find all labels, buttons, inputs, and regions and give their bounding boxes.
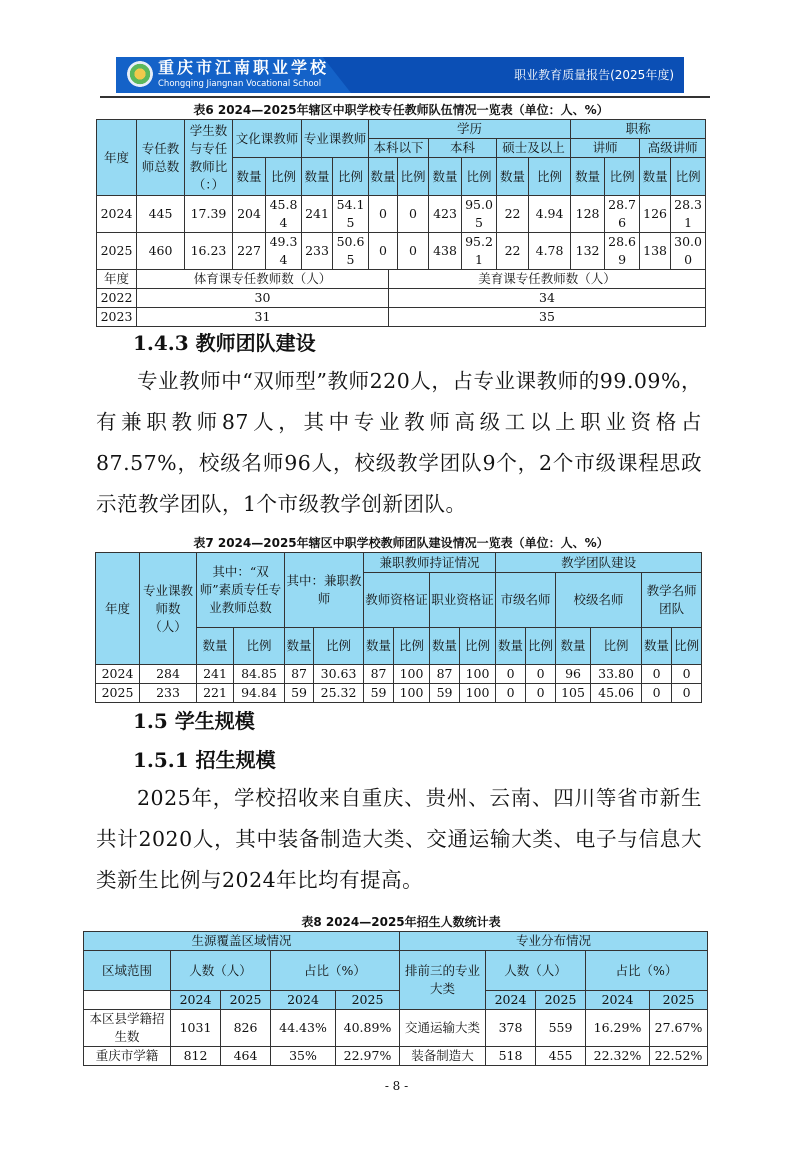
table-cell: 826 <box>221 1010 271 1047</box>
table-cell: 460 <box>137 233 185 270</box>
th-quantity: 数量 <box>429 158 462 196</box>
table-cell: 2023 <box>97 308 137 327</box>
table-cell: 438 <box>429 233 462 270</box>
table-cell: 126 <box>640 196 671 233</box>
table-cell: 100 <box>394 684 430 703</box>
table-cell: 2025 <box>97 233 137 270</box>
report-title: 职业教育质量报告(2025年度) <box>514 68 674 82</box>
th-y2025: 2025 <box>650 991 708 1010</box>
table-cell: 0 <box>496 665 526 684</box>
table-cell: 28.76 <box>605 196 640 233</box>
table-cell: 22.32% <box>586 1047 650 1066</box>
table8 <box>83 931 708 1066</box>
table-cell: 28.69 <box>605 233 640 270</box>
th-people2: 人数（人） <box>486 951 586 991</box>
table-cell: 0 <box>398 233 429 270</box>
table-cell: 22.52% <box>650 1047 708 1066</box>
th-quantity: 数量 <box>430 628 460 665</box>
th-percent: 比例 <box>526 628 556 665</box>
page-number: - 8 - <box>384 1079 409 1093</box>
table-cell: 100 <box>460 665 496 684</box>
table-cell: 423 <box>429 196 462 233</box>
table-cell: 0 <box>642 684 672 703</box>
table-row <box>84 1010 708 1047</box>
table-cell: 221 <box>197 684 234 703</box>
table-cell: 87 <box>285 665 314 684</box>
th-quantity: 数量 <box>197 628 234 665</box>
table-cell: 0 <box>526 684 556 703</box>
table-cell: 0 <box>496 684 526 703</box>
th-percent: 比例 <box>333 158 369 196</box>
table-cell: 本区县学籍招生数 <box>84 1010 171 1047</box>
header-banner <box>116 57 684 93</box>
table-cell: 128 <box>571 196 605 233</box>
table-cell: 94.84 <box>234 684 285 703</box>
th-y2024: 2024 <box>171 991 221 1010</box>
table-cell: 2025 <box>96 684 140 703</box>
th-people: 人数（人） <box>171 951 271 991</box>
table-cell: 35% <box>271 1047 336 1066</box>
table-cell: 100 <box>394 665 430 684</box>
school-logo-icon <box>127 61 153 87</box>
table-cell: 4.78 <box>529 233 571 270</box>
table-cell: 138 <box>640 233 671 270</box>
table-cell: 22 <box>497 233 529 270</box>
table-header-cell: 美育课专任教师数（人） <box>389 270 706 289</box>
table-cell: 95.05 <box>462 196 497 233</box>
table-cell: 40.89% <box>336 1010 400 1047</box>
table-row <box>97 308 706 327</box>
table-cell: 105 <box>556 684 591 703</box>
table6 <box>96 119 706 270</box>
th-below: 本科以下 <box>369 139 429 158</box>
th-region: 区域范围 <box>84 951 171 991</box>
table8-caption: 表8 2024—2025年招生人数统计表 <box>301 915 501 929</box>
section-heading-1-5: 1.5 学生规模 <box>133 709 255 733</box>
table-cell: 22.97% <box>336 1047 400 1066</box>
th-quantity: 数量 <box>233 158 266 196</box>
table6-sub <box>96 269 706 327</box>
th-count: 专业课教师数（人） <box>140 553 197 665</box>
school-name-en: Chongqing Jiangnan Vocational School <box>158 79 322 89</box>
table-cell: 0 <box>526 665 556 684</box>
table-cell: 45.06 <box>591 684 642 703</box>
table-cell: 100 <box>460 684 496 703</box>
table-cell: 95.21 <box>462 233 497 270</box>
th-title: 职称 <box>571 120 706 139</box>
table-cell: 59 <box>285 684 314 703</box>
th-percent: 比例 <box>394 628 430 665</box>
table-cell: 30.63 <box>314 665 364 684</box>
th-quantity: 数量 <box>364 628 394 665</box>
table-cell: 30 <box>137 289 389 308</box>
th-source: 生源覆盖区域情况 <box>84 932 400 951</box>
th-y2025: 2025 <box>336 991 400 1010</box>
table-cell: 装备制造大 <box>400 1047 486 1066</box>
table-cell: 455 <box>536 1047 586 1066</box>
table6-caption: 表6 2024—2025年辖区中职学校专任教师队伍情况一览表（单位：人、%） <box>193 103 609 117</box>
th-percent: 比例 <box>460 628 496 665</box>
table-cell: 445 <box>137 196 185 233</box>
th-percent: 比例 <box>672 628 702 665</box>
th-quantity: 数量 <box>556 628 591 665</box>
table-cell: 27.67% <box>650 1010 708 1047</box>
th-major: 专业分布情况 <box>400 932 708 951</box>
section-heading-1-4-3: 1.4.3 教师团队建设 <box>133 331 316 355</box>
paragraph-teacher-team: 专业教师中“双师型”教师220人，占专业课教师的99.09%，有兼职教师87人，其中专业教师高级工以上职业资格占87.57%，校级名师96人，校级教学团队9个，2个市级课程思政示范教学团队，1个市级教学创新团队。 <box>96 369 702 516</box>
table-cell: 204 <box>233 196 266 233</box>
table-cell: 0 <box>672 665 702 684</box>
table-cell: 2024 <box>96 665 140 684</box>
th-ratio: 学生数与专任教师比（：） <box>185 120 233 196</box>
table-cell: 33.80 <box>591 665 642 684</box>
th-year: 年度 <box>96 553 140 665</box>
table-cell: 34 <box>389 289 706 308</box>
th-share: 占比（%） <box>271 951 400 991</box>
th-culture: 文化课教师 <box>233 120 302 158</box>
th-blank <box>84 991 171 1010</box>
th-team: 教学团队建设 <box>496 553 702 573</box>
th-percent: 比例 <box>529 158 571 196</box>
th-total: 专任教师总数 <box>137 120 185 196</box>
table-cell: 35 <box>389 308 706 327</box>
table-header-cell: 年度 <box>97 270 137 289</box>
table-cell: 0 <box>642 665 672 684</box>
table-cell: 2024 <box>97 196 137 233</box>
th-voc-cert: 职业资格证 <box>430 573 496 628</box>
th-city: 市级名师 <box>496 573 556 628</box>
th-percent: 比例 <box>398 158 429 196</box>
th-dual: 其中：“双师”素质专任专业教师总数 <box>197 553 285 628</box>
th-quantity: 数量 <box>571 158 605 196</box>
table-cell: 31 <box>137 308 389 327</box>
th-cert: 兼职教师持证情况 <box>364 553 496 573</box>
th-lecturer: 讲师 <box>571 139 640 158</box>
table-cell: 50.65 <box>333 233 369 270</box>
table-cell: 交通运输大类 <box>400 1010 486 1047</box>
table-cell: 96 <box>556 665 591 684</box>
th-quantity: 数量 <box>369 158 398 196</box>
table7-caption: 表7 2024—2025年辖区中职学校教师团队建设情况一览表（单位：人、%） <box>193 536 609 550</box>
table7 <box>95 552 702 703</box>
table-cell: 重庆市学籍 <box>84 1047 171 1066</box>
th-year: 年度 <box>97 120 137 196</box>
table-cell: 1031 <box>171 1010 221 1047</box>
th-quantity: 数量 <box>302 158 333 196</box>
table-row <box>97 233 706 270</box>
th-percent: 比例 <box>266 158 302 196</box>
table-cell: 241 <box>302 196 333 233</box>
table-cell: 378 <box>486 1010 536 1047</box>
th-education: 学历 <box>369 120 571 139</box>
table-cell: 44.43% <box>271 1010 336 1047</box>
table-cell: 17.39 <box>185 196 233 233</box>
th-senior: 高级讲师 <box>640 139 706 158</box>
header-rule <box>100 96 710 98</box>
table-cell: 30.00 <box>671 233 706 270</box>
table-cell: 518 <box>486 1047 536 1066</box>
table-cell: 25.32 <box>314 684 364 703</box>
th-quantity: 数量 <box>496 628 526 665</box>
table-cell: 233 <box>140 684 197 703</box>
th-percent: 比例 <box>605 158 640 196</box>
table-cell: 0 <box>398 196 429 233</box>
table-row <box>96 684 702 703</box>
table-cell: 464 <box>221 1047 271 1066</box>
table-cell: 0 <box>369 196 398 233</box>
th-y2025: 2025 <box>536 991 586 1010</box>
th-y2024: 2024 <box>486 991 536 1010</box>
table-cell: 87 <box>364 665 394 684</box>
th-y2024: 2024 <box>271 991 336 1010</box>
th-top3: 排前三的专业大类 <box>400 951 486 1010</box>
th-share2: 占比（%） <box>586 951 708 991</box>
th-master: 硕士及以上 <box>497 139 571 158</box>
page-content <box>89 101 706 1066</box>
th-y2024: 2024 <box>586 991 650 1010</box>
th-quantity: 数量 <box>497 158 529 196</box>
table-cell: 0 <box>369 233 398 270</box>
th-parttime: 其中：兼职教师 <box>285 553 364 628</box>
th-school: 校级名师 <box>556 573 642 628</box>
table-cell: 0 <box>672 684 702 703</box>
th-teacher-cert: 教师资格证 <box>364 573 430 628</box>
th-major: 专业课教师 <box>302 120 369 158</box>
th-percent: 比例 <box>314 628 364 665</box>
th-famous: 教学名师团队 <box>642 573 702 628</box>
table-cell: 28.31 <box>671 196 706 233</box>
table-cell: 16.29% <box>586 1010 650 1047</box>
table-header-cell: 体育课专任教师数（人） <box>137 270 389 289</box>
school-name-cn: 重庆市江南职业学校 <box>158 58 330 77</box>
table-cell: 132 <box>571 233 605 270</box>
table-cell: 227 <box>233 233 266 270</box>
table-cell: 233 <box>302 233 333 270</box>
table-cell: 59 <box>430 684 460 703</box>
table-cell: 4.94 <box>529 196 571 233</box>
table-row <box>97 196 706 233</box>
th-percent: 比例 <box>462 158 497 196</box>
th-percent: 比例 <box>671 158 706 196</box>
table-cell: 812 <box>171 1047 221 1066</box>
table-cell: 84.85 <box>234 665 285 684</box>
th-quantity: 数量 <box>285 628 314 665</box>
table-row <box>84 1047 708 1066</box>
table-cell: 59 <box>364 684 394 703</box>
table-cell: 241 <box>197 665 234 684</box>
paragraph-enrollment: 2025年，学校招收来自重庆、贵州、云南、四川等省市新生共计2020人，其中装备制造大类、交通运输大类、电子与信息大类新生比例与2024年比均有提高。 <box>96 786 702 892</box>
table-row <box>97 289 706 308</box>
table-cell: 16.23 <box>185 233 233 270</box>
th-percent: 比例 <box>234 628 285 665</box>
th-percent: 比例 <box>591 628 642 665</box>
table-cell: 45.84 <box>266 196 302 233</box>
table-cell: 87 <box>430 665 460 684</box>
table-cell: 49.34 <box>266 233 302 270</box>
th-quantity: 数量 <box>640 158 671 196</box>
table-row <box>96 665 702 684</box>
table-cell: 54.15 <box>333 196 369 233</box>
th-bachelor: 本科 <box>429 139 497 158</box>
table-row <box>97 270 706 289</box>
section-heading-1-5-1: 1.5.1 招生规模 <box>133 748 276 772</box>
th-y2025: 2025 <box>221 991 271 1010</box>
table-cell: 284 <box>140 665 197 684</box>
table-cell: 2022 <box>97 289 137 308</box>
th-quantity: 数量 <box>642 628 672 665</box>
table-cell: 22 <box>497 196 529 233</box>
table-cell: 559 <box>536 1010 586 1047</box>
